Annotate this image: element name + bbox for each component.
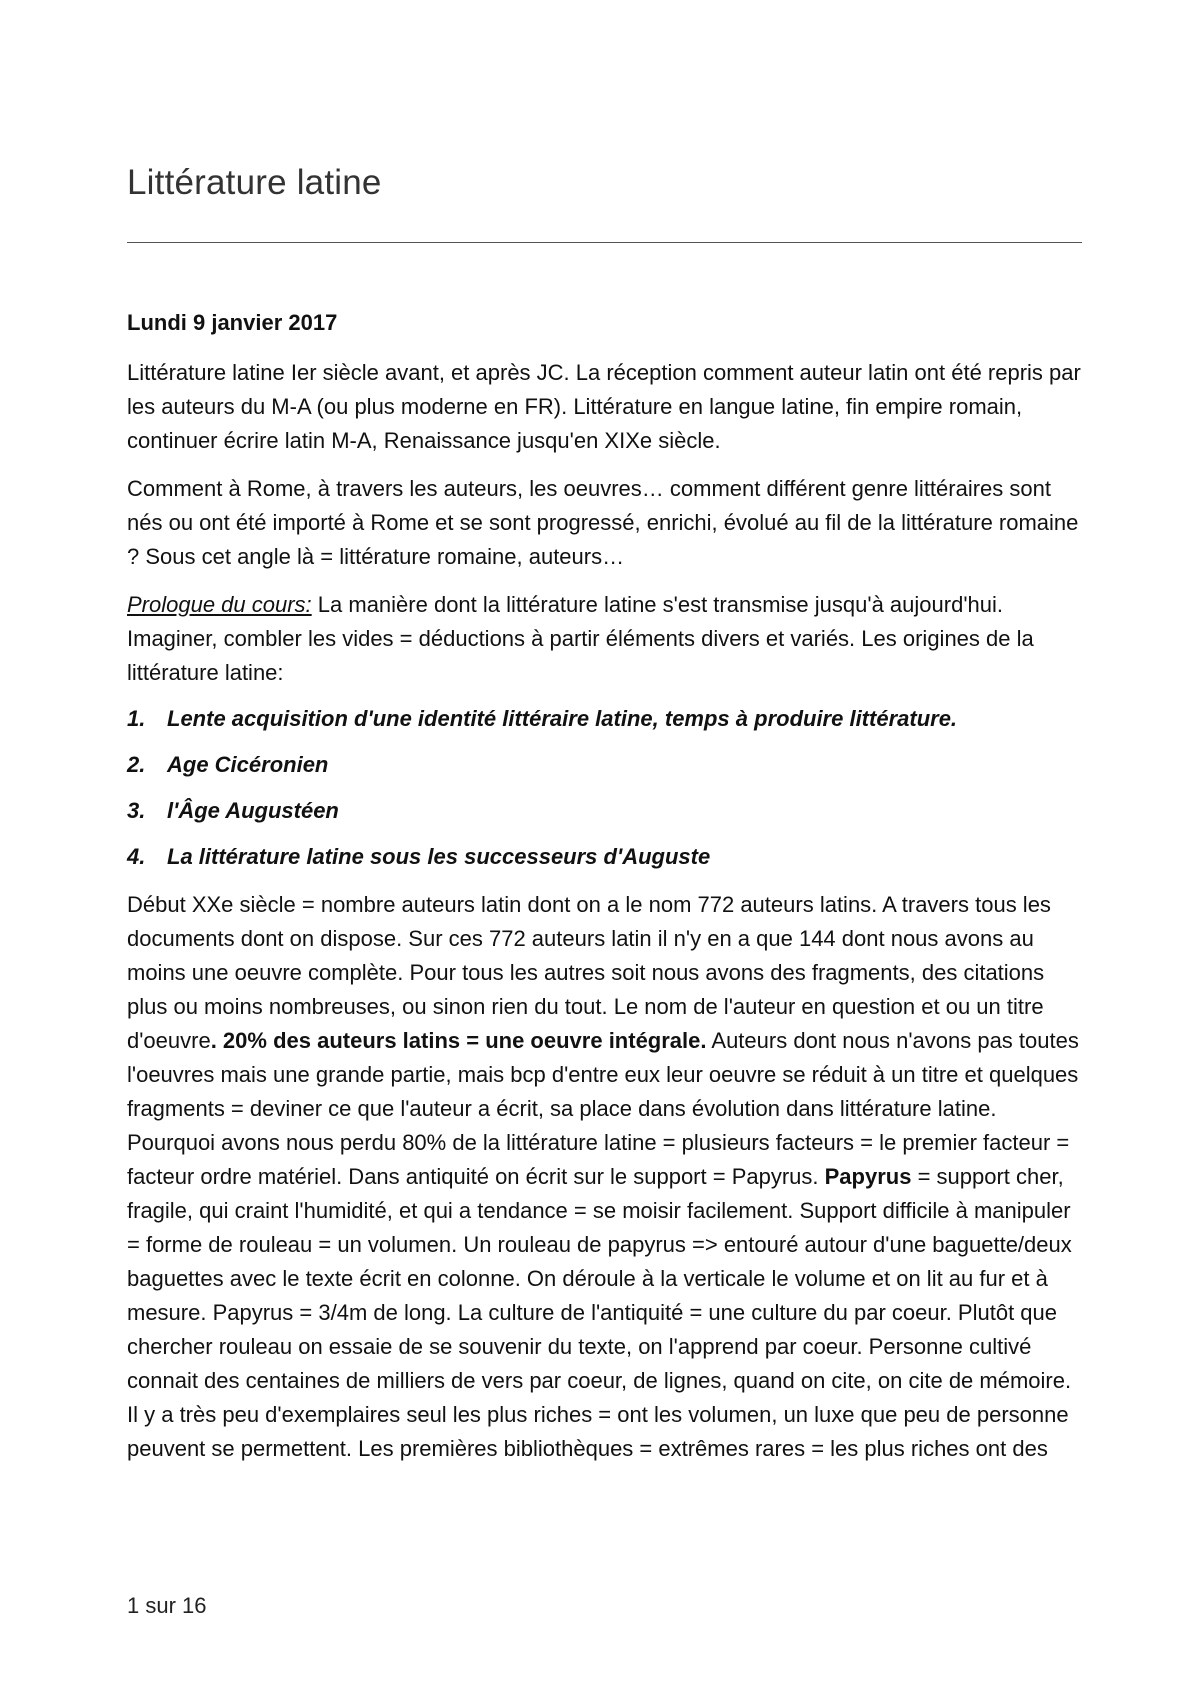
document-body bbox=[127, 306, 1087, 1480]
main-bold-papyrus: Papyrus bbox=[824, 1164, 912, 1189]
course-part-item bbox=[127, 842, 1087, 872]
course-part-number: 4. bbox=[127, 844, 146, 869]
date-heading: Lundi 9 janvier 2017 bbox=[127, 310, 338, 335]
course-part-item bbox=[127, 796, 1087, 826]
main-bold-statistic: . 20% des auteurs latins = une oeuvre intégrale. bbox=[210, 1028, 707, 1053]
course-part-text: Lente acquisition d'une identité littéraire latine, temps à produire littérature. bbox=[167, 706, 958, 731]
paragraph-prologue bbox=[127, 588, 1087, 690]
prologue-label: Prologue du cours: bbox=[127, 592, 312, 617]
course-part-number: 3. bbox=[127, 798, 146, 823]
title-divider bbox=[127, 242, 1082, 243]
paragraph-main bbox=[127, 888, 1087, 1466]
course-parts-list bbox=[127, 704, 1087, 872]
main-text-part-2: Auteurs dont nous n'avons pas toutes l'oeuvres mais une grande partie, mais bcp d'entre eux leur oeuvre se réduit à un titre et quelques fragments = deviner ce que l'auteur a écrit, sa place dans évolution dans littérature latine. Pourquoi avons nous perdu 80% de la littérature latine = plusieurs facteurs = le premier facteur = facteur ordre matériel. Dans antiquité on écrit sur le support = Papyrus. bbox=[127, 1028, 1079, 1189]
course-part-text: La littérature latine sous les successeurs d'Auguste bbox=[167, 844, 711, 869]
paragraph-genres: Comment à Rome, à travers les auteurs, les oeuvres… comment différent genre littéraires sont nés ou ont été importé à Rome et se sont progressé, enrichi, évolué au fil de la littérature romaine ? Sous cet angle là = littérature romaine, auteurs… bbox=[127, 476, 1079, 569]
course-part-item bbox=[127, 750, 1087, 780]
prologue-text: La manière dont la littérature latine s'est transmise jusqu'à aujourd'hui. Imaginer, combler les vides = déductions à partir éléments divers et variés. Les origines de la littérature latine: bbox=[127, 592, 1034, 685]
main-text-part-3: = support cher, fragile, qui craint l'humidité, et qui a tendance = se moisir facilement. Support difficile à manipuler = forme de rouleau = un volumen. Un rouleau de papyrus => entouré autour d'une baguette/deux baguettes avec le texte écrit en colonne. On déroule à la verticale le volume et on lit au fur et à mesure. Papyrus = 3/4m de long. La culture de l'antiquité = une culture du par coeur. Plutôt que chercher rouleau on essaie de se souvenir du texte, on l'apprend par coeur. Personne cultivé connait des centaines de milliers de vers par coeur, de lignes, quand on cite, on cite de mémoire. Il y a très peu d'exemplaires seul les plus riches = ont les volumen, un luxe que peu de personne peuvent se permettent. Les premières bibliothèques = extrêmes rares = les plus riches ont des bbox=[127, 1164, 1072, 1461]
course-part-number: 1. bbox=[127, 706, 146, 731]
page-number: 1 sur 16 bbox=[127, 1593, 207, 1618]
course-part-text: Age Cicéronien bbox=[167, 752, 329, 777]
course-part-number: 2. bbox=[127, 752, 146, 777]
paragraph-intro: Littérature latine Ier siècle avant, et après JC. La réception comment auteur latin ont été repris par les auteurs du M-A (ou plus moderne en FR). Littérature en langue latine, fin empire romain, continuer écrire latin M-A, Renaissance jusqu'en XIXe siècle. bbox=[127, 360, 1081, 453]
course-part-text: l'Âge Augustéen bbox=[167, 798, 339, 823]
document-title: Littérature latine bbox=[127, 163, 382, 202]
main-text-part-1: Début XXe siècle = nombre auteurs latin dont on a le nom 772 auteurs latins. A travers tous les documents dont on dispose. Sur ces 772 auteurs latin il n'y en a que 144 dont nous avons au moins une oeuvre complète. Pour tous les autres soit nous avons des fragments, des citations plus ou moins nombreuses, ou sinon rien du tout. Le nom de l'auteur en question et ou un titre d'oeuvre bbox=[127, 892, 1051, 1053]
course-part-item bbox=[127, 704, 1087, 734]
